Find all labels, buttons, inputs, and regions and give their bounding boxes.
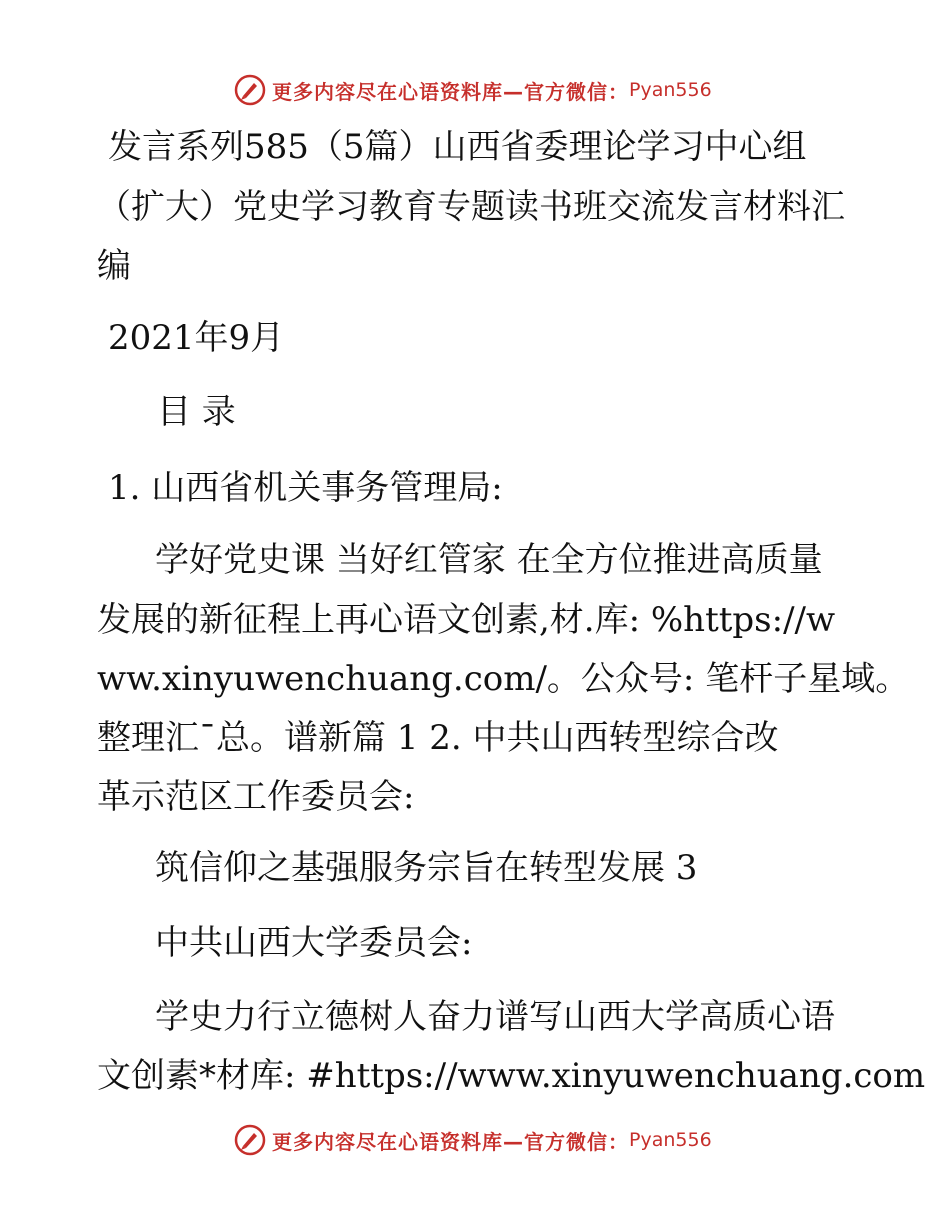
- paragraph-4-line-2: 文创素*材库: #https://www.xinyuwenchuang.com: [97, 1056, 926, 1096]
- paragraph-1-line-4: 整理汇¯总。谱新篇 1 2. 中共山西转型综合改: [97, 718, 779, 758]
- title-line-2: （扩大）党史学习教育专题读书班交流发言材料汇: [97, 187, 845, 227]
- paragraph-4-line-1: 学史力行立德树人奋力谱写山西大学高质心语: [155, 997, 835, 1037]
- toc-heading: 目 录: [157, 392, 236, 432]
- pen-nib-logo-icon: [234, 74, 266, 106]
- paragraph-1-line-2: 发展的新征程上再心语文创素,材.库: %https://w: [97, 600, 836, 640]
- watermark-text: 更多内容尽在心语资料库—官方微信：: [272, 1129, 629, 1154]
- paragraph-3-line-1: 中共山西大学委员会:: [155, 923, 473, 963]
- watermark-handle: Pyan556: [629, 1129, 712, 1151]
- title-line-1: 发言系列585（5篇）山西省委理论学习中心组: [108, 127, 807, 167]
- watermark-handle: Pyan556: [629, 79, 712, 101]
- watermark-text: 更多内容尽在心语资料库—官方微信：: [272, 79, 629, 104]
- pen-nib-logo-icon: [234, 1124, 266, 1156]
- paragraph-2-line-1: 筑信仰之基强服务宗旨在转型发展 3: [155, 848, 698, 888]
- paragraph-1-line-1: 学好党史课 当好红管家 在全方位推进高质量: [155, 540, 823, 580]
- paragraph-1-line-5: 革示范区工作委员会:: [97, 777, 415, 817]
- title-line-3: 编: [97, 246, 131, 286]
- paragraph-1-line-3: ww.xinyuwenchuang.com/。公众号: 笔杆子星域。: [97, 659, 910, 699]
- watermark-header: [234, 72, 712, 108]
- toc-item-1-heading: 1. 山西省机关事务管理局:: [108, 468, 503, 508]
- watermark-footer: [234, 1122, 712, 1158]
- document-date: 2021年9月: [108, 318, 285, 358]
